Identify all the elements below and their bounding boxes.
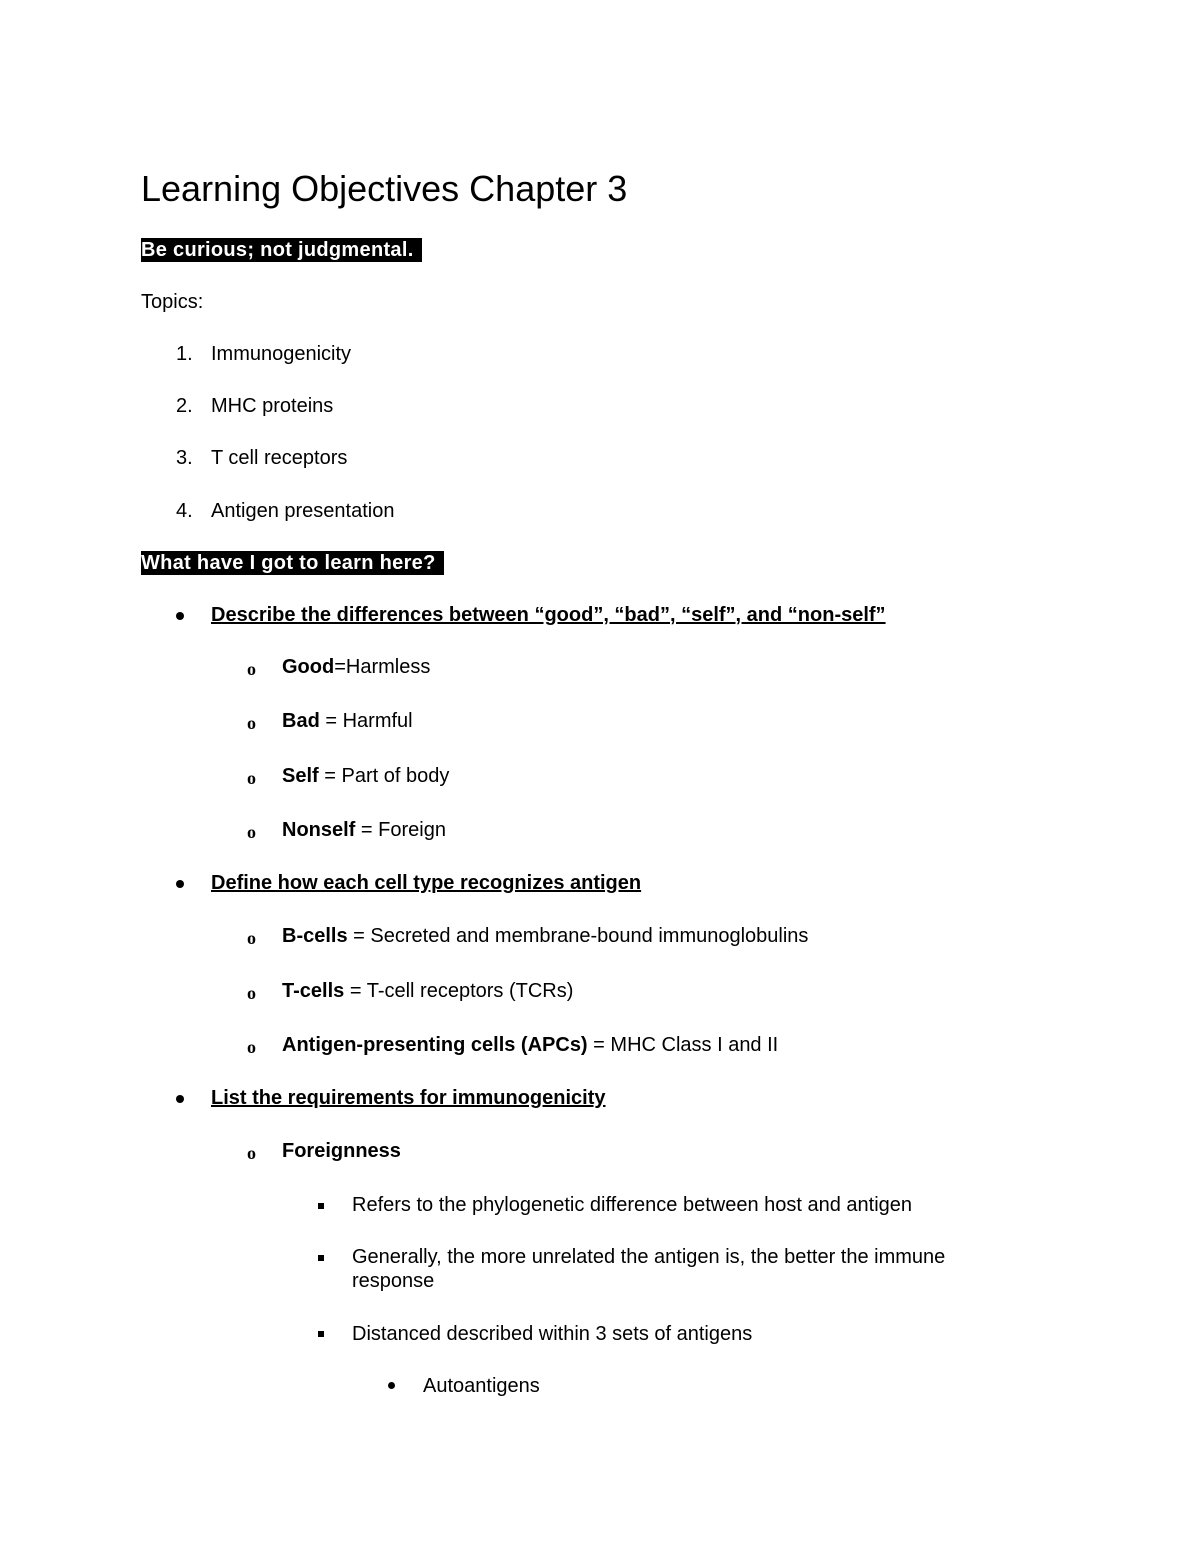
objective-heading: Define how each cell type recognizes antigen <box>211 872 642 894</box>
circle-bullet-icon: o <box>247 713 256 733</box>
square-bullet-icon <box>318 1203 324 1209</box>
detail-item: Generally, the more unrelated the antigen is, the better the immune response <box>352 1246 946 1292</box>
definition-term: Nonself <box>282 819 356 841</box>
square-bullet-icon <box>318 1331 324 1337</box>
bullet-icon <box>176 612 184 620</box>
learn-heading-highlight: What have I got to learn here? <box>141 551 444 575</box>
definition-separator: = <box>334 656 346 678</box>
detail-item: Refers to the phylogenetic difference between host and antigen <box>352 1194 913 1216</box>
definition-text: Foreign <box>378 819 446 841</box>
bullet-icon <box>176 1095 184 1103</box>
definition-separator: = <box>319 710 343 732</box>
bullet-icon <box>176 880 184 888</box>
definition-text: Secreted and membrane-bound immunoglobulins <box>370 925 809 947</box>
definition-separator: = <box>318 765 342 787</box>
circle-bullet-icon: o <box>247 928 256 948</box>
definition-term: Good <box>282 656 335 678</box>
definition-separator: = <box>344 980 367 1002</box>
antigen-set-item: Autoantigens <box>423 1375 540 1397</box>
definition-item <box>282 709 413 733</box>
definition-term: Self <box>282 765 319 787</box>
objective-heading: Describe the differences between “good”, “bad”, “self”, and “non-self” <box>211 604 886 626</box>
sub-heading: Foreignness <box>282 1140 401 1162</box>
circle-bullet-icon: o <box>247 822 256 842</box>
definition-text: MHC Class I and II <box>610 1034 779 1056</box>
definition-term: Antigen-presenting cells (APCs) <box>282 1034 588 1056</box>
motto-highlight: Be curious; not judgmental. <box>141 238 422 262</box>
definition-item <box>282 979 573 1003</box>
definition-separator: = <box>347 925 371 947</box>
definition-text: Part of body <box>341 765 450 787</box>
definition-term: T-cells <box>282 980 345 1002</box>
definition-term: B-cells <box>282 925 348 947</box>
definition-term: Bad <box>282 710 320 732</box>
circle-bullet-icon: o <box>247 768 256 788</box>
definition-item <box>282 924 808 948</box>
page-title: Learning Objectives Chapter 3 <box>141 168 628 209</box>
definition-text: Harmless <box>345 656 431 678</box>
bullet-icon <box>388 1382 395 1389</box>
topic-item: T cell receptors <box>211 447 348 469</box>
topic-item: MHC proteins <box>211 395 334 417</box>
topics-label: Topics: <box>141 291 204 313</box>
topic-item: Immunogenicity <box>211 343 352 365</box>
topic-number: 1. <box>176 343 193 365</box>
circle-bullet-icon: o <box>247 659 256 679</box>
definition-item <box>282 818 446 842</box>
definition-text: T-cell receptors (TCRs) <box>366 980 574 1002</box>
topic-number: 2. <box>176 395 193 417</box>
topic-item: Antigen presentation <box>211 500 395 522</box>
detail-item: Distanced described within 3 sets of antigens <box>352 1323 753 1345</box>
square-bullet-icon <box>318 1255 324 1261</box>
topic-number: 4. <box>176 500 193 522</box>
definition-item <box>282 655 430 679</box>
circle-bullet-icon: o <box>247 1037 256 1057</box>
topic-number: 3. <box>176 447 193 469</box>
objective-heading: List the requirements for immunogenicity <box>211 1087 606 1109</box>
circle-bullet-icon: o <box>247 1143 256 1163</box>
definition-separator: = <box>587 1034 611 1056</box>
definition-item <box>282 1033 778 1057</box>
definition-item <box>282 764 449 788</box>
definition-separator: = <box>355 819 379 841</box>
definition-text: Harmful <box>342 710 413 732</box>
circle-bullet-icon: o <box>247 983 256 1003</box>
